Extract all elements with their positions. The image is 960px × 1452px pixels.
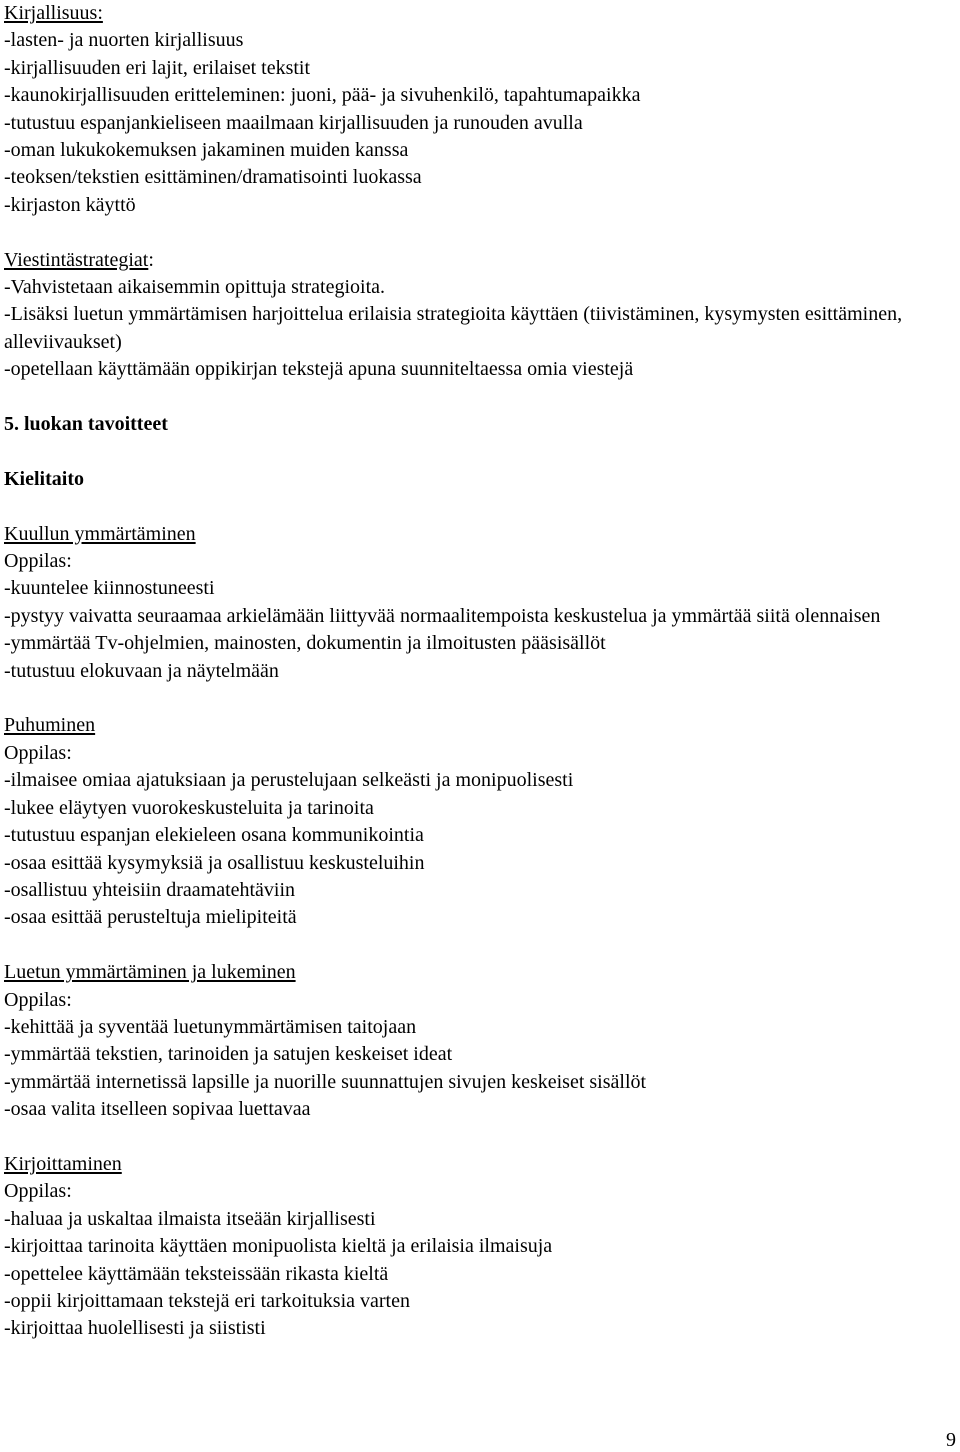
- list-item: -kirjoittaa tarinoita käyttäen monipuolista kieltä ja erilaisia ilmaisuja: [4, 1235, 553, 1258]
- list-item: -teoksen/tekstien esittäminen/dramatisointi luokassa: [4, 166, 422, 189]
- list-item: -Vahvistetaan aikaisemmin opittuja strategioita.: [4, 276, 386, 299]
- list-item: -kirjallisuuden eri lajit, erilaiset tekstit: [4, 56, 311, 79]
- list-item: -ymmärtää Tv-ohjelmien, mainosten, dokumentin ja ilmoitusten pääsisällöt: [4, 632, 606, 655]
- section-heading-kirjoittaminen: Kirjoittaminen: [4, 1152, 122, 1175]
- list-item: -tutustuu espanjankieliseen maailmaan kirjallisuuden ja runouden avulla: [4, 111, 583, 134]
- list-item: -osallistuu yhteisiin draamatehtäviin: [4, 878, 296, 901]
- section-heading-kirjallisuus: Kirjallisuus:: [4, 2, 103, 24]
- list-item: -oman lukukokemuksen jakaminen muiden kanssa: [4, 139, 409, 162]
- list-item: -kehittää ja syventää luetunymmärtämisen taitojaan: [4, 1015, 417, 1038]
- list-item: -oppii kirjoittamaan tekstejä eri tarkoituksia varten: [4, 1289, 410, 1312]
- kielitaito-title: Kielitaito: [4, 467, 84, 490]
- list-item: -kirjoittaa huolellisesti ja siististi: [4, 1317, 266, 1340]
- section-heading-luetun: Luetun ymmärtäminen ja lukeminen: [4, 961, 296, 984]
- list-item: -Lisäksi luetun ymmärtämisen harjoittelua erilaisia strategioita käyttäen (tiivistäminen, kysymysten esittäminen, alleviivaukset): [4, 303, 903, 353]
- section-heading-puhuminen: Puhuminen: [4, 714, 96, 737]
- list-item: -osaa esittää kysymyksiä ja osallistuu keskusteluihin: [4, 851, 425, 874]
- oppilas-label: Oppilas:: [4, 1180, 72, 1203]
- page-number: 9: [946, 1429, 956, 1451]
- list-item: -kaunokirjallisuuden eritteleminen: juoni, pää- ja sivuhenkilö, tapahtumapaikka: [4, 84, 641, 107]
- oppilas-label: Oppilas:: [4, 741, 72, 764]
- section-heading-kuullun: Kuullun ymmärtäminen: [4, 522, 196, 545]
- list-item: -ilmaisee omiaa ajatuksiaan ja perustelujaan selkeästi ja monipuolisesti: [4, 769, 574, 792]
- list-item: -opetellaan käyttämään oppikirjan tekstejä apuna suunniteltaessa omia viestejä: [4, 358, 634, 381]
- list-item: -osaa esittää perusteltuja mielipiteitä: [4, 906, 297, 929]
- list-item: -pystyy vaivatta seuraamaa arkielämään liittyvää normaalitempoista keskustelua ja ymmärtää siitä olennaisen: [4, 604, 881, 627]
- list-item: -ymmärtää tekstien, tarinoiden ja satujen keskeiset ideat: [4, 1043, 453, 1066]
- list-item: -ymmärtää internetissä lapsille ja nuorille suunnattujen sivujen keskeiset sisällöt: [4, 1070, 647, 1093]
- list-item: -opettelee käyttämään teksteissään rikasta kieltä: [4, 1262, 389, 1285]
- goals-title: 5. luokan tavoitteet: [4, 413, 168, 436]
- list-item: -lasten- ja nuorten kirjallisuus: [4, 29, 244, 52]
- document-page: [4, 0, 956, 1343]
- viestinta-heading-colon: :: [148, 248, 154, 271]
- list-item: -lukee eläytyen vuorokeskusteluita ja tarinoita: [4, 796, 374, 819]
- viestinta-heading-text: Viestintästrategiat: [4, 248, 149, 271]
- oppilas-label: Oppilas:: [4, 988, 72, 1011]
- list-item: -tutustuu elokuvaan ja näytelmään: [4, 659, 279, 682]
- list-item: -kirjaston käyttö: [4, 193, 136, 216]
- list-item: -haluaa ja uskaltaa ilmaista itseään kirjallisesti: [4, 1207, 376, 1230]
- list-item: -kuuntelee kiinnostuneesti: [4, 577, 215, 600]
- list-item: -osaa valita itselleen sopivaa luettavaa: [4, 1098, 311, 1121]
- oppilas-label: Oppilas:: [4, 550, 72, 573]
- section-heading-viestintastrategiat: [4, 247, 956, 274]
- list-item: -tutustuu espanjan elekieleen osana kommunikointia: [4, 824, 424, 847]
